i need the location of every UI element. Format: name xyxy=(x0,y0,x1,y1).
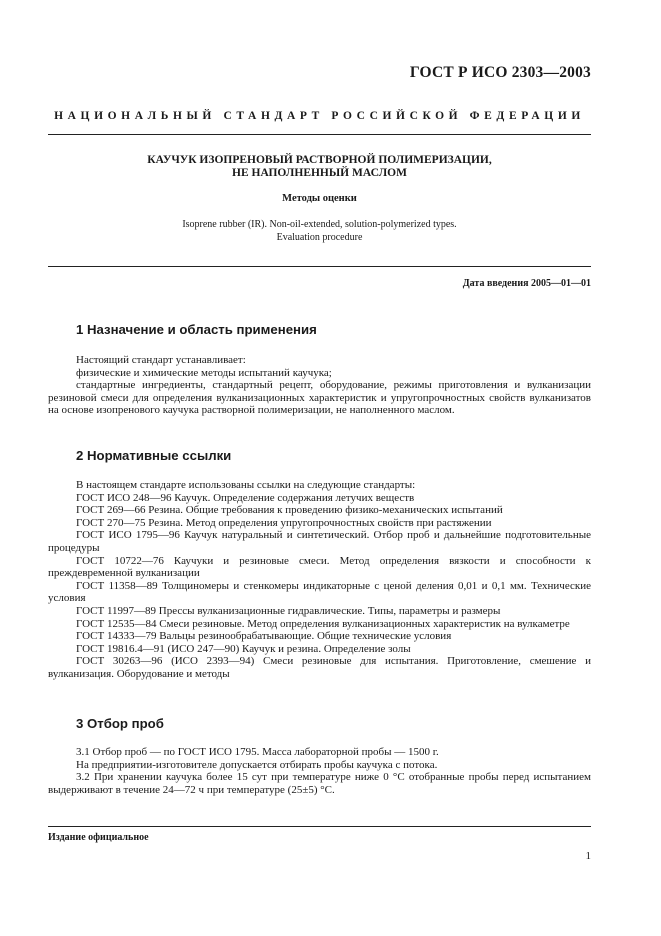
paragraph: 3.1 Отбор проб — по ГОСТ ИСО 1795. Масса лабораторной пробы — 1500 г. xyxy=(76,746,439,758)
section-1-heading: 1 Назначение и область применения xyxy=(76,322,317,337)
title-line-1: КАУЧУК ИЗОПРЕНОВЫЙ РАСТВОРНОЙ ПОЛИМЕРИЗАЦИИ, xyxy=(147,154,492,166)
english-title-line-2: Evaluation procedure xyxy=(276,231,363,243)
section-2-body xyxy=(48,479,591,681)
reference-item: ГОСТ ИСО 1795—96 Каучук натуральный и синтетический. Отбор проб и дальнейшие подготовительные процедуры xyxy=(48,529,591,554)
title-line-2: НЕ НАПОЛНЕННЫЙ МАСЛОМ xyxy=(232,167,407,179)
document-title xyxy=(48,154,591,180)
standard-code: ГОСТ Р ИСО 2303—2003 xyxy=(409,64,591,81)
reference-item: ГОСТ 11997—89 Прессы вулканизационные гидравлические. Типы, параметры и размеры xyxy=(76,604,501,617)
paragraph: стандартные ингредиенты, стандартный рецепт, оборудование, режимы приготовления и вулканизации резиновой смеси для определения вулканизационных характеристик и упругопрочностных свойств вулканизатов на основе изопренового каучука растворной полимеризации, не наполненного маслом. xyxy=(48,379,591,417)
reference-item: ГОСТ 270—75 Резина. Метод определения упругопрочностных свойств при растяжении xyxy=(76,516,492,529)
title-divider xyxy=(48,266,591,267)
national-standard-banner: НАЦИОНАЛЬНЫЙ СТАНДАРТ РОССИЙСКОЙ ФЕДЕРАЦИИ xyxy=(54,110,585,122)
section-3-heading: 3 Отбор проб xyxy=(76,716,164,731)
official-edition-label: Издание официальное xyxy=(48,832,149,843)
reference-item: ГОСТ 30263—96 (ИСО 2393—94) Смеси резиновые для испытания. Приготовление, смешение и вулканизация. Оборудование и методы xyxy=(48,655,591,680)
reference-item: ГОСТ 14333—79 Вальцы резинообрабатывающие. Общие технические условия xyxy=(76,630,452,643)
top-divider xyxy=(48,134,591,135)
reference-item: ГОСТ 11358—89 Толщиномеры и стенкомеры индикаторные с ценой деления 0,01 и 0,1 мм. Технические условия xyxy=(48,579,591,605)
section-3-body xyxy=(48,746,591,796)
paragraph: 3.2 При хранении каучука более 15 сут при температуре ниже 0 °С отобранные пробы перед испытанием выдерживают в течение 24—72 ч при температуре (25±5) °С. xyxy=(48,771,591,796)
introduction-date: Дата введения 2005—01—01 xyxy=(462,278,591,289)
page-number: 1 xyxy=(585,850,591,862)
footer-divider xyxy=(48,826,591,827)
paragraph: Настоящий стандарт устанавливает: xyxy=(76,354,246,366)
reference-item: ГОСТ 19816.4—91 (ИСО 247—90) Каучук и резина. Определение золы xyxy=(76,642,411,655)
reference-item: ГОСТ ИСО 248—96 Каучук. Определение содержания летучих веществ xyxy=(76,491,415,504)
reference-item: ГОСТ 10722—76 Каучуки и резиновые смеси. Метод определения вязкости и способности к преждевременной вулканизации xyxy=(48,554,591,580)
english-title xyxy=(48,219,591,244)
reference-item: ГОСТ 269—66 Резина. Общие требования к проведению физико-механических испытаний xyxy=(76,504,503,517)
paragraph: физические и химические методы испытаний каучука; xyxy=(76,366,332,379)
paragraph: На предприятии-изготовителе допускается отбирать пробы каучука с потока. xyxy=(76,758,438,771)
section-1-body xyxy=(48,354,591,417)
document-subtitle: Методы оценки xyxy=(282,193,357,204)
english-title-line-1: Isoprene rubber (IR). Non-oil-extended, solution-polymerized types. xyxy=(182,219,457,230)
paragraph: В настоящем стандарте использованы ссылки на следующие стандарты: xyxy=(76,479,416,491)
section-2-heading: 2 Нормативные ссылки xyxy=(76,448,232,463)
reference-item: ГОСТ 12535—84 Смеси резиновые. Метод определения вулканизационных характеристик на вулкаметре xyxy=(76,617,570,630)
